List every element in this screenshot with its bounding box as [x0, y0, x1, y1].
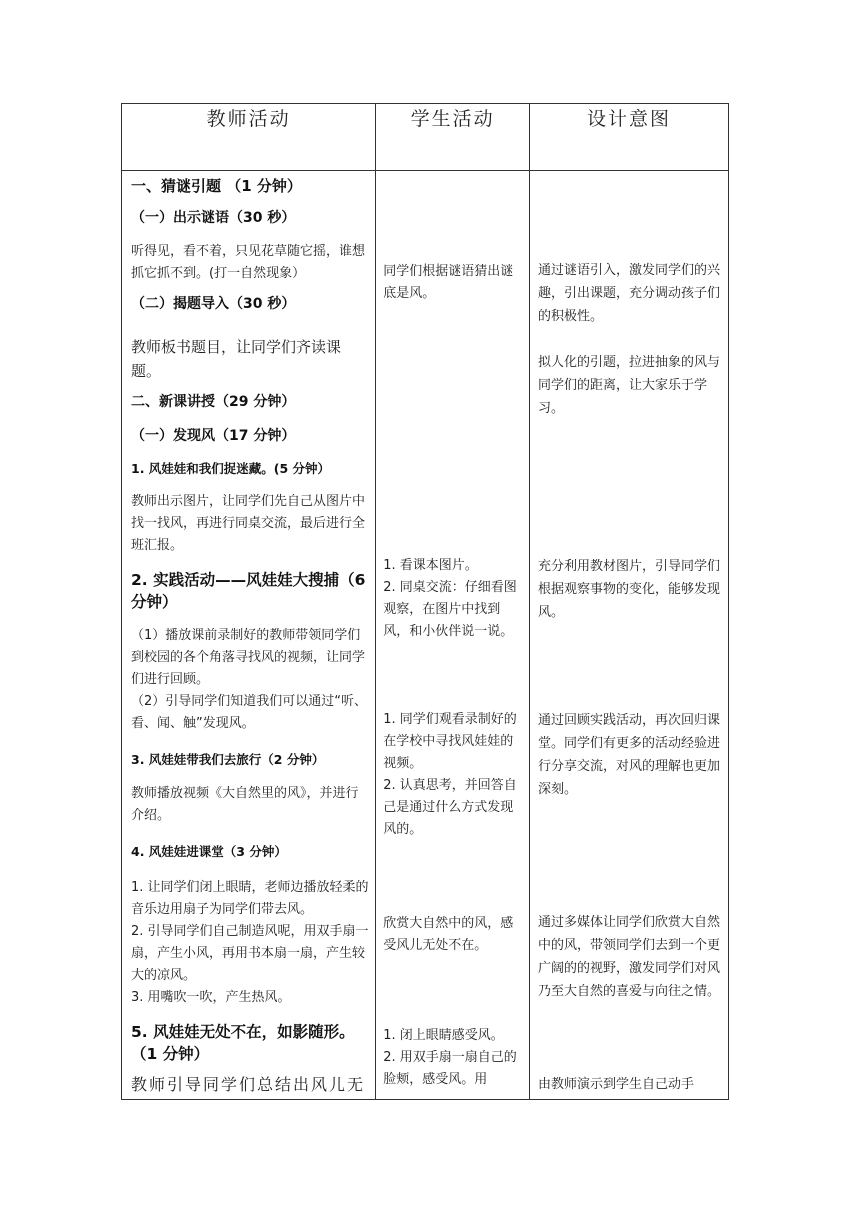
paragraph: 拟人化的引题，拉进抽象的风与同学们的距离，让大家乐于学习。 [538, 355, 721, 416]
paragraph: 教师板书题目，让同学们齐读课题。 [131, 338, 342, 380]
section-heading: 二、新课讲授（29 分钟） [131, 394, 296, 410]
paragraph: 同学们根据谜语猜出谜底是风。 [383, 264, 514, 301]
header-teacher-activity: 教师活动 [122, 104, 376, 171]
teacher-activity-cell [122, 171, 376, 1100]
list-item: 1. 看课本图片。 [383, 558, 478, 573]
paragraph: 通过多媒体让同学们欣赏大自然中的风，带领同学们去到一个更广阔的的视野，激发同学们对风乃至大自然的喜爱与向往之情。 [538, 915, 721, 999]
list-item: 2. 引导同学们自己制造风呢，用双手扇一扇，产生小风，再用书本扇一扇，产生较大的凉风。 [131, 924, 369, 983]
subsection-heading: （一）出示谜语（30 秒） [131, 210, 296, 226]
activity-heading: 2. 实践活动——风娃娃大搜捕（6 分钟） [131, 571, 366, 611]
list-item: 3. 用嘴吹一吹，产生热风。 [131, 990, 291, 1005]
lesson-plan-table [121, 103, 729, 1100]
paragraph: 欣赏大自然中的风，感受风儿无处不在。 [383, 916, 514, 953]
list-item: 2. 同桌交流：仔细看图观察，在图片中找到风，和小伙伴说一说。 [383, 580, 517, 639]
subsection-heading: （二）揭题导入（30 秒） [131, 296, 296, 312]
student-activity-cell [376, 171, 530, 1100]
paragraph: 通过谜语引入，激发同学们的兴趣，引出课题，充分调动孩子们的积极性。 [538, 263, 721, 324]
list-item: 1. 同学们观看录制好的在学校中寻找风娃娃的视频。 [383, 712, 517, 771]
paragraph: （2）引导同学们知道我们可以通过“听、看、闻、触”发现风。 [131, 694, 368, 731]
paragraph: 充分利用教材图片，引导同学们根据观察事物的变化，能够发现风。 [538, 559, 721, 620]
list-item: 1. 让同学们闭上眼睛，老师边播放轻柔的音乐边用扇子为同学们带去风。 [131, 880, 369, 917]
paragraph: （1）播放课前录制好的教师带领同学们到校园的各个角落寻找风的视频，让同学们进行回顾。 [131, 628, 366, 687]
header-student-activity: 学生活动 [376, 104, 530, 171]
riddle-text: 听得见，看不着，只见花草随它摇，谁想抓它抓不到。(打一自然现象） [131, 244, 366, 281]
paragraph: 教师引导同学们总结出风儿无 [131, 1075, 366, 1094]
paragraph: 教师出示图片，让同学们先自己从图片中找一找风，再进行同桌交流，最后进行全班汇报。 [131, 494, 366, 553]
header-design-intent: 设计意图 [530, 104, 729, 171]
table-body-row [122, 171, 729, 1100]
list-item: 2. 用双手扇一扇自己的脸颊，感受风。用 [383, 1050, 517, 1087]
activity-heading: 5. 风娃娃无处不在，如影随形。（1 分钟） [131, 1023, 355, 1063]
design-intent-cell [530, 171, 729, 1100]
activity-heading: 3. 风娃娃带我们去旅行（2 分钟） [131, 752, 325, 767]
subsection-heading: （一）发现风（17 分钟） [131, 428, 296, 444]
list-item: 1. 闭上眼睛感受风。 [383, 1028, 504, 1043]
table-header-row [122, 104, 729, 171]
section-heading: 一、猜谜引题 （1 分钟） [131, 177, 302, 195]
paragraph: 由教师演示到学生自己动手 [538, 1077, 695, 1092]
paragraph: 通过回顾实践活动，再次回归课堂。同学们有更多的活动经验进行分享交流，对风的理解也更加深刻。 [538, 713, 721, 797]
paragraph: 教师播放视频《大自然里的风》，并进行介绍。 [131, 786, 359, 823]
list-item: 2. 认真思考，并回答自己是通过什么方式发现风的。 [383, 778, 517, 837]
activity-heading: 1. 风娃娃和我们捉迷藏。(5 分钟） [131, 461, 331, 476]
activity-heading: 4. 风娃娃进课堂（3 分钟） [131, 844, 287, 859]
